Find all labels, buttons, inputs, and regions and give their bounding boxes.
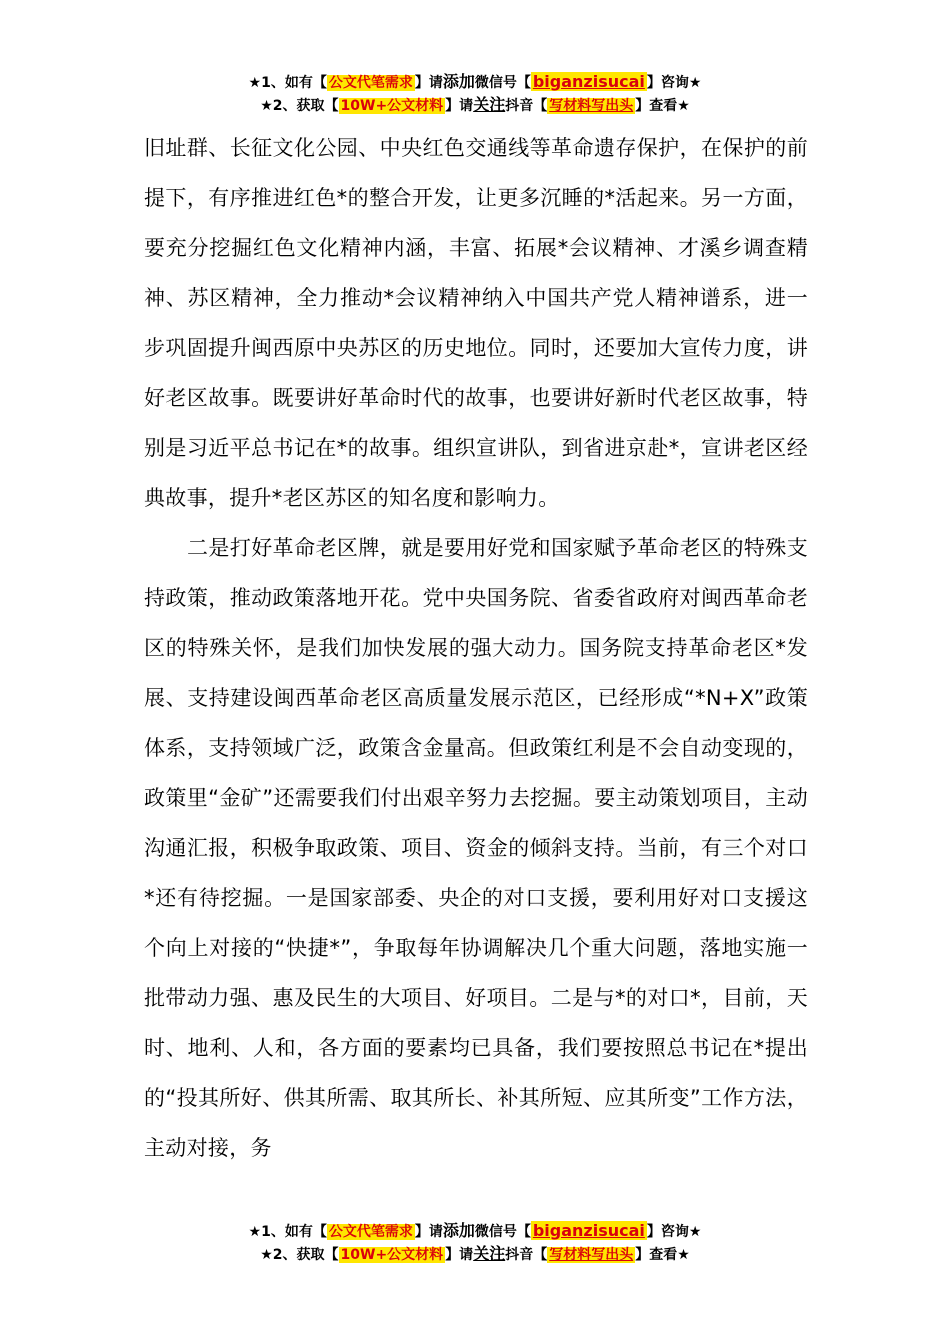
paragraph-continuation: 旧址群、长征文化公园、中央红色交通线等革命遗存保护，在保护的前提下，有序推进红色*的整合开发，让更多沉睡的*活起来。另一方面，要充分挖掘红色文化精神内涵，丰富、拓展*会议精神、才溪乡调查精神、苏区精神，全力推动*会议精神纳入中国共产党人精神谱系，进一步巩固提升闽西原中央苏区的历史地位。同时，还要加大宣传力度，讲好老区故事。既要讲好革命时代的故事，也要讲好新时代老区故事，特别是习近平总书记在*的故事。组织宣讲队，到省进京赴*，宣讲老区经典故事，提升*老区苏区的知名度和影响力。	[144, 136, 808, 510]
footer-line-1-mid: 】请	[414, 1224, 443, 1240]
footer-line-1-suffix: 】咨询★	[646, 1224, 702, 1240]
footer-line-2-mid: 】请	[445, 1247, 474, 1263]
footer-line-2-emphasis: 关注	[473, 1244, 506, 1263]
banner-line-2-prefix: ★2、获取【	[260, 98, 339, 114]
footer-banner-line-2	[0, 1243, 950, 1266]
banner-line-2-highlight-materials: 10W+公文材料	[340, 98, 444, 114]
footer-line-1-highlight-service: 公文代笔需求	[328, 1224, 413, 1240]
banner-line-2-highlight-douyin: 写材料写出头	[549, 98, 634, 114]
footer-line-2-highlight-douyin: 写材料写出头	[549, 1247, 634, 1263]
document-body	[144, 123, 808, 1173]
banner-line-1	[0, 71, 950, 94]
footer-line-2-mid2: 抖音【	[505, 1247, 548, 1263]
footer-line-1-prefix: ★1、如有【	[248, 1224, 327, 1240]
footer-line-2-prefix: ★2、获取【	[260, 1247, 339, 1263]
footer-banner-line-1	[0, 1220, 950, 1243]
banner-line-1-prefix: ★1、如有【	[248, 75, 327, 91]
header-banner	[0, 71, 950, 117]
footer-line-1-mid2: 微信号【	[474, 1224, 531, 1240]
footer-line-2-suffix: 】查看★	[635, 1247, 690, 1263]
paragraph-second-point: 二是打好革命老区牌，就是要用好党和国家赋予革命老区的特殊支持政策，推动政策落地开花。党中央国务院、省委省政府对闽西革命老区的特殊关怀，是我们加快发展的强大动力。国务院支持革命老区*发展、支持建设闽西革命老区高质量发展示范区，已经形成“*N+X”政策体系，支持领域广泛，政策含金量高。但政策红利是不会自动变现的，政策里“金矿”还需要我们付出艰辛努力去挖掘。要主动策划项目，主动沟通汇报，积极争取政策、项目、资金的倾斜支持。当前，有三个对口*还有待挖掘。一是国家部委、央企的对口支援，要利用好对口支援这个向上对接的“快捷*”，争取每年协调解决几个重大问题，落地实施一批带动力强、惠及民生的大项目、好项目。二是与*的对口*，目前，天时、地利、人和，各方面的要素均已具备，我们要按照总书记在*提出的“投其所好、供其所需、取其所长、补其所短、应其所变”工作方法，主动对接，务	[144, 536, 808, 1160]
footer-line-2-highlight-materials: 10W+公文材料	[340, 1247, 444, 1263]
banner-line-1-highlight-service: 公文代笔需求	[328, 75, 413, 91]
banner-line-1-mid: 】请	[414, 75, 443, 91]
banner-line-2-suffix: 】查看★	[635, 98, 690, 114]
banner-line-2	[0, 94, 950, 117]
banner-line-2-mid: 】请	[445, 98, 474, 114]
banner-line-1-mid2: 微信号【	[474, 75, 531, 91]
banner-line-2-emphasis: 关注	[473, 95, 506, 114]
banner-line-1-suffix: 】咨询★	[646, 75, 702, 91]
banner-line-1-emphasis: 添加	[442, 72, 475, 91]
banner-line-1-highlight-wechat: biganzisucai	[532, 72, 645, 91]
footer-line-1-emphasis: 添加	[442, 1221, 475, 1240]
banner-line-2-mid2: 抖音【	[505, 98, 548, 114]
footer-banner	[0, 1220, 950, 1266]
footer-line-1-highlight-wechat: biganzisucai	[532, 1221, 645, 1240]
